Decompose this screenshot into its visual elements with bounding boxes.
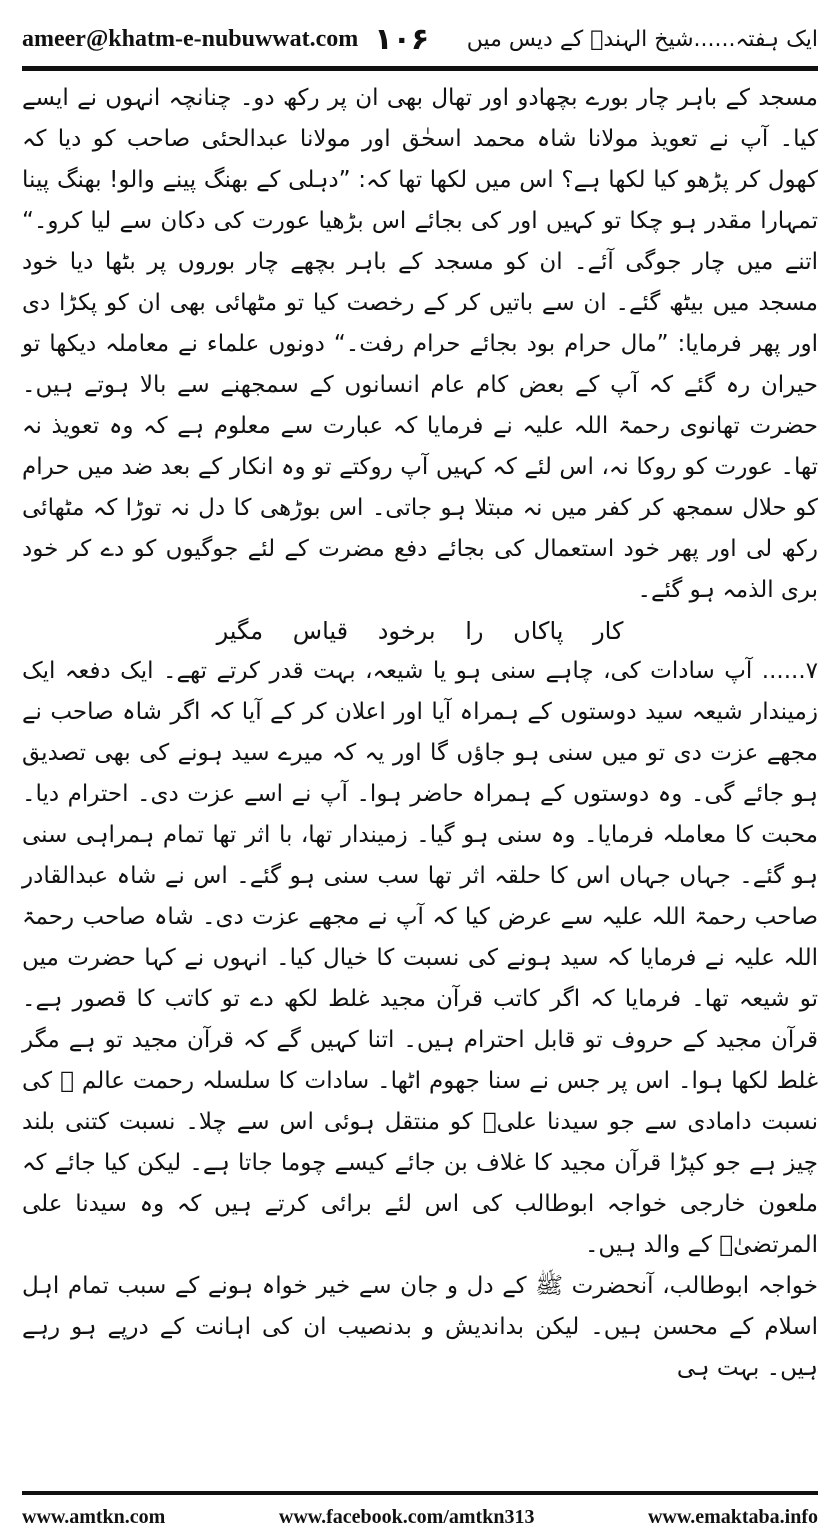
footer-link-amtkn[interactable]: www.amtkn.com (22, 1505, 166, 1528)
page-body (22, 78, 818, 1483)
header-email[interactable]: ameer@khatm-e-nubuwwat.com (22, 25, 359, 52)
paragraph-2: ۷...... آپ سادات کی، چاہے سنی ہو یا شیعہ، بہت قدر کرتے تھے۔ ایک دفعہ ایک زمیندار شیعہ سید دوستوں کے ہمراہ آیا اور اعلان کر کے آیا کہ اگر شاہ صاحب نے مجھے عزت دی تو میں سنی ہو جاؤں گا اور یہ کہ میرے سید ہونے کی بھی تصدیق ہو جائے گی۔ وہ دوستوں کے ہمراہ حاضر ہوا۔ آپ نے اسے عزت دی۔ احترام دیا۔ محبت کا معاملہ فرمایا۔ وہ سنی ہو گیا۔ زمیندار تھا، با اثر تھا تمام ہمراہی سنی ہو گئے۔ جہاں جہاں اس کا حلقہ اثر تھا سب سنی ہو گئے۔ اس نے شاہ عبدالقادر صاحب رحمۃ اللہ علیہ سے عرض کیا کہ آپ نے مجھے عزت دی۔ شاہ صاحب رحمۃ اللہ علیہ نے فرمایا کہ سید ہونے کی نسبت کا خیال کیا۔ انہوں نے کہا حضرت میں تو شیعہ تھا۔ فرمایا کہ اگر کاتب قرآن مجید غلط لکھ دے تو کاتب کا قصور ہے۔ قرآن مجید کے حروف تو قابل احترام ہیں۔ اتنا کہیں گے کہ قرآن مجید تو ہے مگر غلط لکھا ہوا۔ اس پر جس نے سنا جھوم اٹھا۔ سادات کا سلسلہ رحمت عالم ﷺ کی نسبت دامادی سے جو سیدنا علیؓ کو منتقل ہوئی اس سے چلا۔ نسبت کتنی بلند چیز ہے جو کپڑا قرآن مجید کا غلاف بن جائے کیسے چوما جاتا ہے۔ لیکن کیا جائے کہ ملعون خارجی خواجہ ابوطالب کی اس لئے برائی کرتے ہیں کہ وہ سیدنا علی المرتضیٰؓ کے والد ہیں۔ (22, 658, 818, 1258)
running-title: ایک ہفتہ......شیخ الہندؒ کے دیس میں (466, 26, 818, 52)
persian-verse: کار پاکاں را برخود قیاس مگیر (216, 617, 624, 645)
page-footer (22, 1502, 818, 1532)
page-number: ۱۰۶ (374, 21, 430, 57)
header-rule (22, 66, 818, 71)
header-left-group (22, 22, 429, 57)
footer-link-facebook[interactable]: www.facebook.com/amtkn313 (278, 1505, 535, 1528)
page-header (22, 16, 818, 62)
paragraph-1: مسجد کے باہر چار بورے بچھادو اور تھال بھی ان پر رکھ دو۔ چنانچہ انہوں نے ایسے کیا۔ آپ نے تعویذ مولانا شاہ محمد اسحٰق اور مولانا عبدالحئی صاحب کو دیا کہ کھول کر پڑھو کیا لکھا ہے؟ اس میں لکھا تھا کہ: ”دہلی کے بھنگ پینے والو! بھنگ پینا تمہارا مقدر ہو چکا تو کہیں اور کی بجائے اس بڑھیا عورت کی دکان سے لیا کرو۔“ اتنے میں چار جوگی آئے۔ ان کو مسجد کے باہر بچھے چار بوروں پر بٹھا دیا خود مسجد میں بیٹھ گئے۔ ان سے باتیں کر کے رخصت کیا تو مٹھائی بھی ان کو پکڑا دی اور پھر فرمایا: ”مال حرام بود بجائے حرام رفت۔“ دونوں علماء نے معاملہ دیکھا تو حیران رہ گئے کہ آپ کے بعض کام عام انسانوں کے سمجھنے سے بالا ہوتے ہیں۔ حضرت تھانوی رحمۃ اللہ علیہ نے فرمایا کہ عبارت سے معلوم ہے کہ وہ تعویذ نہ تھا۔ عورت کو روکا نہ، اس لئے کہ کہیں آپ روکتے تو وہ انکار کے بعد ضد میں حرام کو حلال سمجھ کر کفر میں نہ مبتلا ہو جاتی۔ اس بوڑھی کا دل نہ توڑا کہ مٹھائی رکھ لی اور پھر خود استعمال کی بجائے دفع مضرت کے لئے جوگیوں کو دے کر خود بری الذمہ ہو گئے۔ (22, 85, 818, 603)
footer-link-emaktaba[interactable]: www.emaktaba.info (647, 1505, 818, 1528)
footer-rule (22, 1491, 818, 1495)
paragraph-3: خواجہ ابوطالب، آنحضرت ﷺ کے دل و جان سے خیر خواہ ہونے کے سبب تمام اہل اسلام کے محسن ہیں۔ لیکن بداندیش و بدنصیب ان کی اہانت کے درپے ہو رہے ہیں۔ بہت ہی (22, 1273, 818, 1381)
